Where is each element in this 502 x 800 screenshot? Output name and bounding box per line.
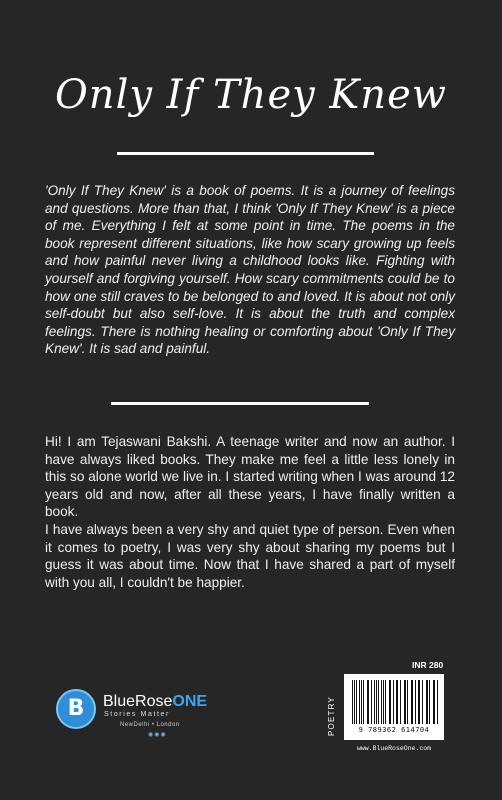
barcode-bars xyxy=(352,680,440,724)
barcode-bar xyxy=(385,680,386,724)
title-divider xyxy=(117,152,374,155)
publisher-cities: NewDelhi • London xyxy=(120,722,180,728)
barcode-bar xyxy=(371,680,372,724)
publisher-website: www.BlueRoseOne.com xyxy=(356,745,432,752)
author-bio-paragraph: I have always been a very shy and quiet type of person. Even when it comes to poetry, I was very shy about sharing my poems but I guess it was about time. Now that I have shared a part of myself with you all, I couldn't be happier. xyxy=(45,521,455,590)
barcode-bar xyxy=(433,680,434,724)
publisher-name xyxy=(103,693,207,711)
isbn-barcode xyxy=(344,674,444,740)
publisher-logo-icon xyxy=(56,689,96,729)
isbn-number: 9 789362 614704 xyxy=(358,726,430,734)
barcode-bar xyxy=(381,680,382,724)
publisher-name-accent: ONE xyxy=(172,693,208,710)
author-bio xyxy=(45,433,455,591)
barcode-bar xyxy=(407,680,408,724)
publisher-logo-letter: B xyxy=(67,696,85,721)
barcode-bar xyxy=(363,680,364,724)
book-title: Only If They Knew xyxy=(55,72,447,118)
publisher-name-main: BlueRose xyxy=(103,693,173,710)
genre-label: POETRY xyxy=(327,696,336,736)
barcode-bar xyxy=(422,680,423,724)
barcode-bar xyxy=(352,680,353,724)
publisher-tagline: Stories Matter xyxy=(104,711,170,718)
barcode-bar xyxy=(426,680,427,724)
section-divider xyxy=(111,402,369,405)
price-label: INR 280 xyxy=(412,660,444,670)
book-blurb: 'Only If They Knew' is a book of poems. It is a journey of feelings and questions. More than that, I think 'Only If They Knew' is a piece of me. Everything I felt at some point in time. The poems in the book represent different situations, like how scary growing up feels and how painful never living a childhood looks like. Fighting with yourself and forgiving yourself. How scary commitments could be to how one still craves to be belonged to and loved. It is about not only self-doubt but also self-love. It is about the truth and complex feelings. There is nothing healing or comforting about 'Only If They Knew'. It is sad and painful. xyxy=(45,183,455,357)
barcode-bar xyxy=(393,680,394,724)
author-bio-paragraph: Hi! I am Tejaswani Bakshi. A teenage writer and now an author. I have always liked books. They make me feel a little less lonely in this so alone world we live in. I started writing when I was around 12 years old and now, after all these years, I have finally written a book. xyxy=(45,434,455,520)
social-media-icons: ◉◉◉ xyxy=(148,732,167,738)
barcode-bar xyxy=(359,680,360,724)
barcode-bar xyxy=(412,680,413,724)
barcode-bar xyxy=(400,680,401,724)
